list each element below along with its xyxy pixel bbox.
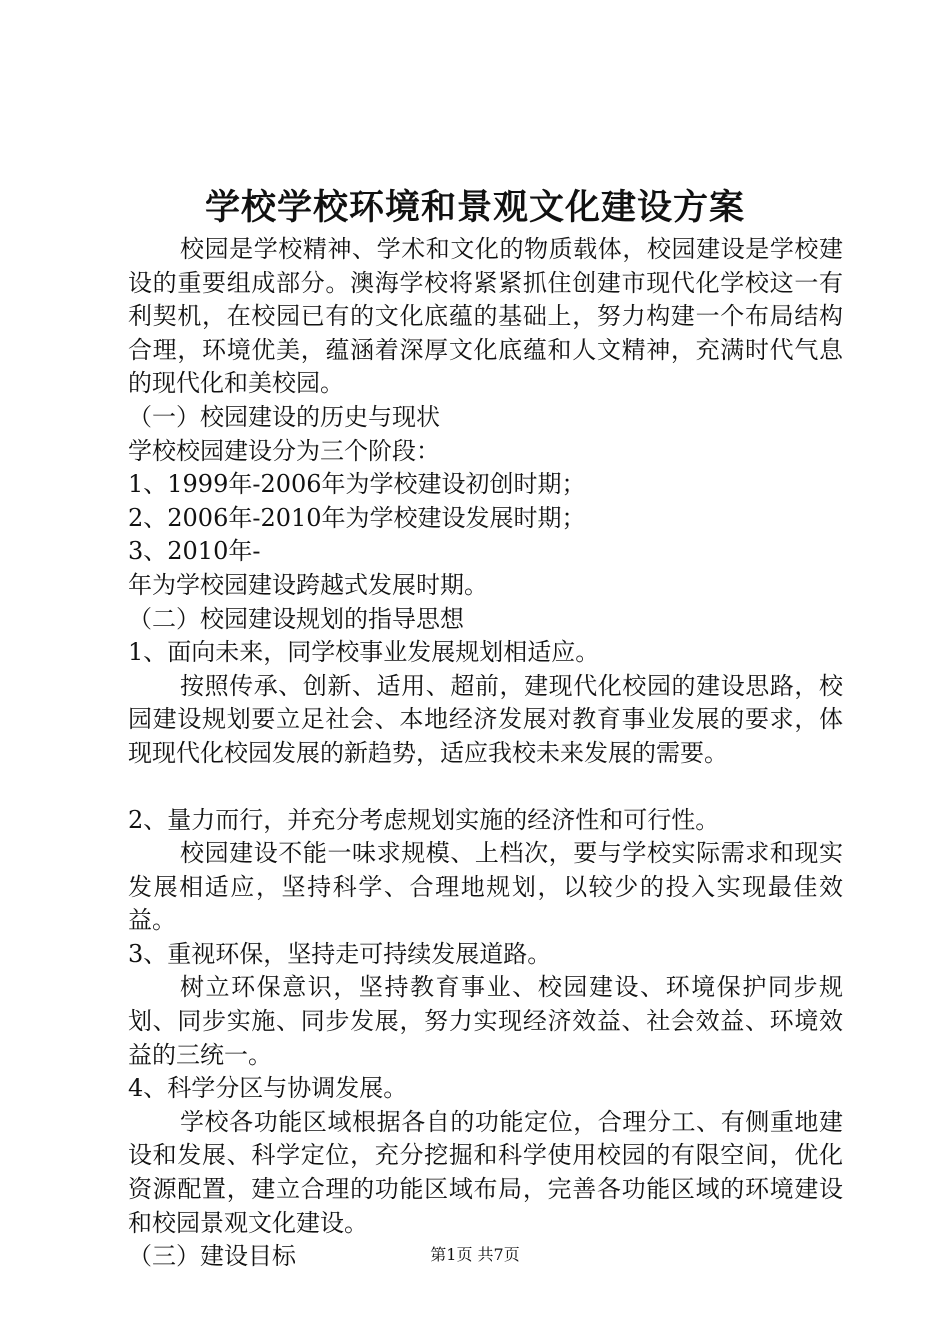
section-heading-2: （二）校园建设规划的指导思想 [128, 604, 464, 633]
paragraph-intro: 校园是学校精神、学术和文化的物质载体，校园建设是学校建设的重要组成部分。澳海学校将紧紧抓住创建市现代化学校这一有利契机，在校园已有的文化底蕴的基础上，努力构建一个布局结构合理，环境优美，蕴涵着深厚文化底蕴和人文精神，充满时代气息的现代化和美校园。 [128, 235, 843, 398]
document-title: 学校学校环境和景观文化建设方案 [204, 187, 745, 228]
section-heading-3: （三）建设目标 [128, 1242, 296, 1271]
list-item-principle-2: 2、量力而行，并充分考虑规划实施的经济性和可行性。 [128, 805, 720, 834]
paragraph-stages: 学校校园建设分为三个阶段： [128, 436, 440, 465]
paragraph-principle-3: 树立环保意识，坚持教育事业、校园建设、环境保护同步规划、同步实施、同步发展，努力实现经济效益、社会效益、环境效益的三统一。 [128, 973, 843, 1069]
paragraph-principle-1: 按照传承、创新、适用、超前，建现代化校园的建设思路，校园建设规划要立足社会、本地经济发展对教育事业发展的要求，体现现代化校园发展的新趋势，适应我校未来发展的需要。 [128, 671, 843, 767]
list-item-principle-4: 4、科学分区与协调发展。 [128, 1074, 408, 1103]
page-number-footer: 第1页 共7页 [430, 1245, 520, 1264]
list-item-principle-1: 1、面向未来，同学校事业发展规划相适应。 [128, 638, 600, 667]
list-item-principle-3: 3、重视环保，坚持走可持续发展道路。 [128, 939, 552, 968]
section-heading-1: （一）校园建设的历史与现状 [128, 402, 440, 431]
paragraph-stage-3-cont: 年为学校园建设跨越式发展时期。 [128, 570, 488, 599]
list-item-stage-3: 3、2010年- [128, 537, 261, 566]
paragraph-principle-2: 校园建设不能一味求规模、上档次，要与学校实际需求和现实发展相适应，坚持科学、合理地规划，以较少的投入实现最佳效益。 [128, 839, 843, 935]
list-item-stage-1: 1、1999年-2006年为学校建设初创时期； [128, 470, 586, 499]
document-body [128, 233, 843, 1274]
paragraph-principle-4: 学校各功能区域根据各自的功能定位，合理分工、有侧重地建设和发展、科学定位，充分挖掘和科学使用校园的有限空间，优化资源配置，建立合理的功能区域布局，完善各功能区域的环境建设和校园景观文化建设。 [128, 1107, 843, 1237]
list-item-stage-2: 2、2006年-2010年为学校建设发展时期； [128, 503, 586, 532]
